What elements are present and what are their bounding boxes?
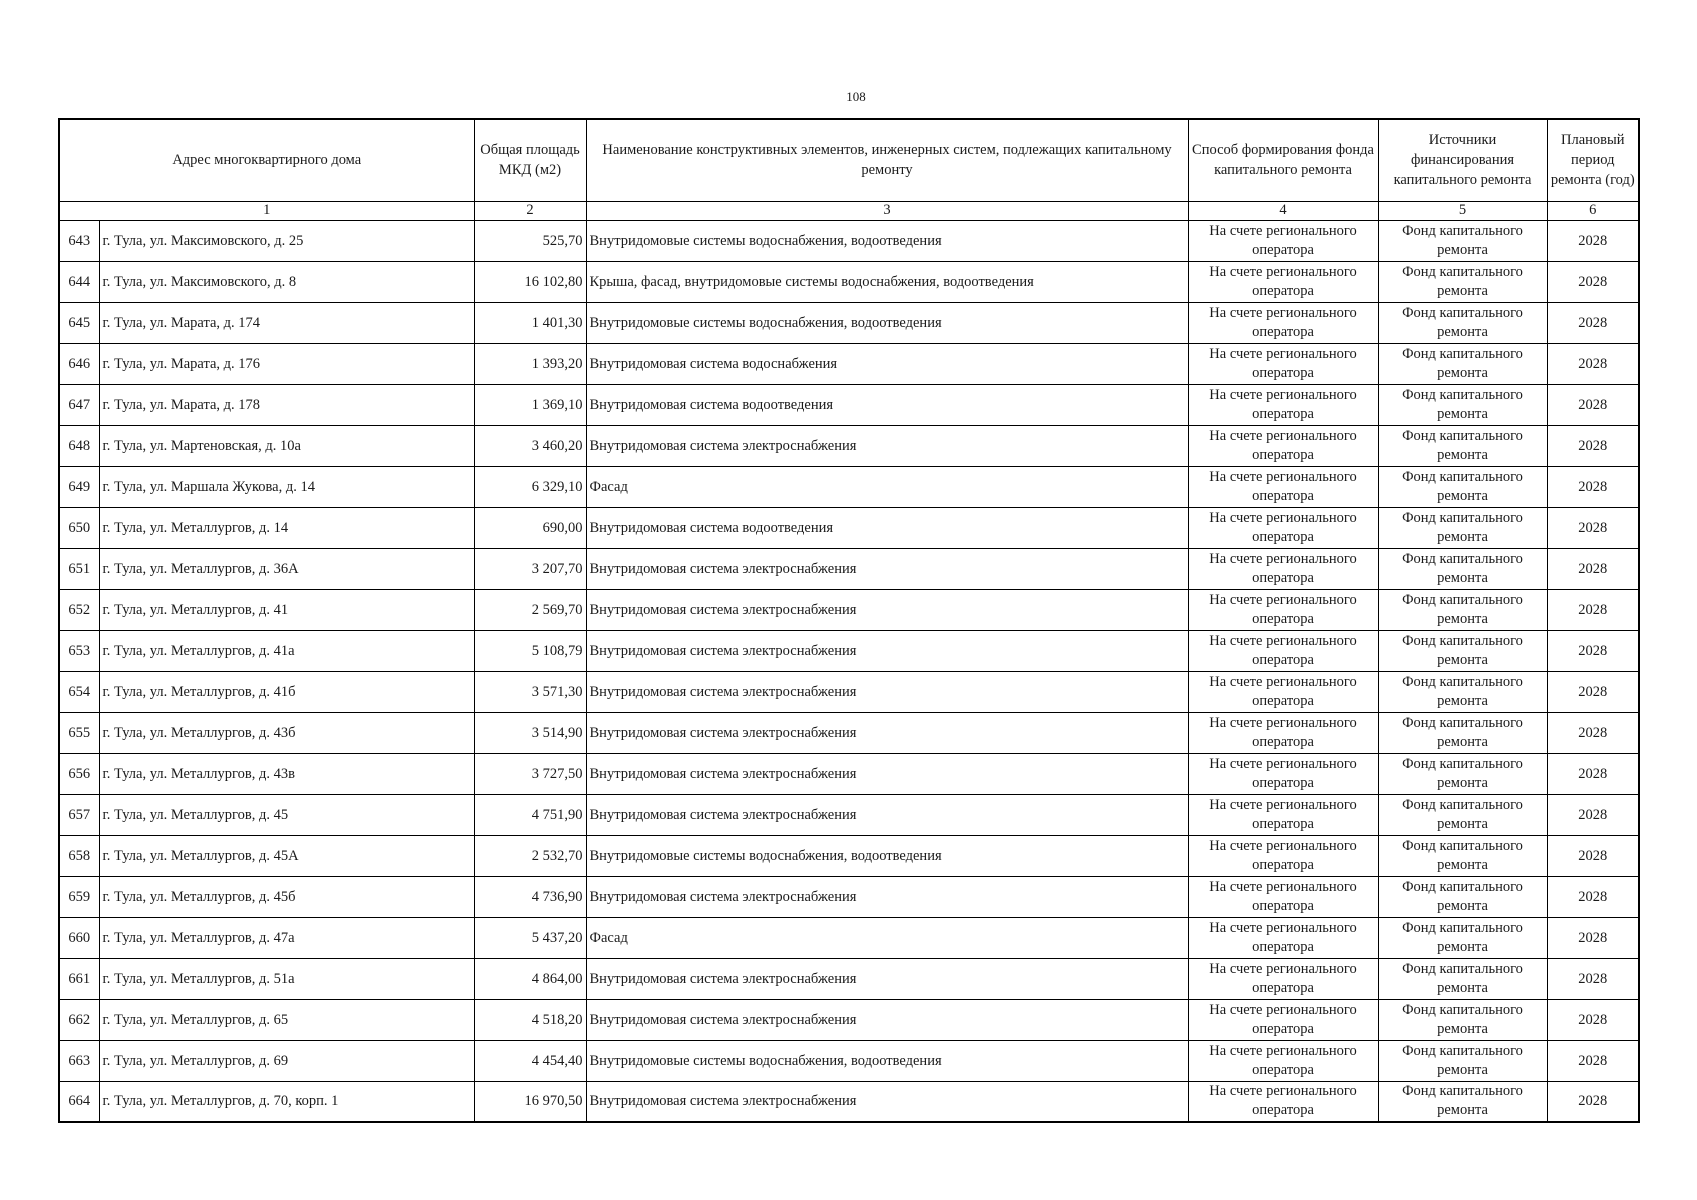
elements-cell: Внутридомовая система электроснабжения bbox=[586, 876, 1188, 917]
source-cell: Фонд капитального ремонта bbox=[1378, 630, 1547, 671]
row-number: 664 bbox=[59, 1081, 99, 1122]
method-cell: На счете регионального оператора bbox=[1188, 220, 1378, 261]
column-number: 6 bbox=[1547, 201, 1639, 220]
year-cell: 2028 bbox=[1547, 1081, 1639, 1122]
address-cell: г. Тула, ул. Марата, д. 176 bbox=[99, 343, 474, 384]
address-cell: г. Тула, ул. Металлургов, д. 70, корп. 1 bbox=[99, 1081, 474, 1122]
source-cell: Фонд капитального ремонта bbox=[1378, 220, 1547, 261]
address-cell: г. Тула, ул. Металлургов, д. 69 bbox=[99, 1040, 474, 1081]
source-cell: Фонд капитального ремонта bbox=[1378, 1040, 1547, 1081]
table-row bbox=[59, 220, 1639, 261]
row-number: 663 bbox=[59, 1040, 99, 1081]
area-cell: 16 102,80 bbox=[474, 261, 586, 302]
area-cell: 4 454,40 bbox=[474, 1040, 586, 1081]
year-cell: 2028 bbox=[1547, 548, 1639, 589]
column-number: 1 bbox=[59, 201, 474, 220]
method-cell: На счете регионального оператора bbox=[1188, 999, 1378, 1040]
elements-cell: Внутридомовые системы водоснабжения, водоотведения bbox=[586, 835, 1188, 876]
year-cell: 2028 bbox=[1547, 384, 1639, 425]
row-number: 648 bbox=[59, 425, 99, 466]
address-cell: г. Тула, ул. Марата, д. 174 bbox=[99, 302, 474, 343]
source-cell: Фонд капитального ремонта bbox=[1378, 548, 1547, 589]
area-cell: 4 864,00 bbox=[474, 958, 586, 999]
source-cell: Фонд капитального ремонта bbox=[1378, 794, 1547, 835]
table-row bbox=[59, 302, 1639, 343]
source-cell: Фонд капитального ремонта bbox=[1378, 835, 1547, 876]
column-number: 4 bbox=[1188, 201, 1378, 220]
area-cell: 6 329,10 bbox=[474, 466, 586, 507]
row-number: 659 bbox=[59, 876, 99, 917]
elements-cell: Внутридомовая система электроснабжения bbox=[586, 671, 1188, 712]
table-row bbox=[59, 466, 1639, 507]
method-cell: На счете регионального оператора bbox=[1188, 589, 1378, 630]
header-area: Общая площадь МКД (м2) bbox=[474, 119, 586, 201]
table-row bbox=[59, 958, 1639, 999]
method-cell: На счете регионального оператора bbox=[1188, 302, 1378, 343]
address-cell: г. Тула, ул. Металлургов, д. 36А bbox=[99, 548, 474, 589]
address-cell: г. Тула, ул. Металлургов, д. 45 bbox=[99, 794, 474, 835]
area-cell: 2 569,70 bbox=[474, 589, 586, 630]
row-number: 654 bbox=[59, 671, 99, 712]
source-cell: Фонд капитального ремонта bbox=[1378, 425, 1547, 466]
table-row bbox=[59, 384, 1639, 425]
area-cell: 2 532,70 bbox=[474, 835, 586, 876]
year-cell: 2028 bbox=[1547, 466, 1639, 507]
row-number: 649 bbox=[59, 466, 99, 507]
address-cell: г. Тула, ул. Металлургов, д. 45б bbox=[99, 876, 474, 917]
elements-cell: Внутридомовая система электроснабжения bbox=[586, 712, 1188, 753]
row-number: 657 bbox=[59, 794, 99, 835]
area-cell: 4 751,90 bbox=[474, 794, 586, 835]
year-cell: 2028 bbox=[1547, 425, 1639, 466]
area-cell: 16 970,50 bbox=[474, 1081, 586, 1122]
area-cell: 3 207,70 bbox=[474, 548, 586, 589]
method-cell: На счете регионального оператора bbox=[1188, 958, 1378, 999]
row-number: 650 bbox=[59, 507, 99, 548]
table-row bbox=[59, 876, 1639, 917]
table-body bbox=[59, 220, 1639, 1122]
row-number: 652 bbox=[59, 589, 99, 630]
address-cell: г. Тула, ул. Максимовского, д. 8 bbox=[99, 261, 474, 302]
elements-cell: Внутридомовая система водоотведения bbox=[586, 384, 1188, 425]
year-cell: 2028 bbox=[1547, 302, 1639, 343]
table-row bbox=[59, 548, 1639, 589]
table-row bbox=[59, 712, 1639, 753]
address-cell: г. Тула, ул. Максимовского, д. 25 bbox=[99, 220, 474, 261]
row-number: 646 bbox=[59, 343, 99, 384]
source-cell: Фонд капитального ремонта bbox=[1378, 384, 1547, 425]
address-cell: г. Тула, ул. Металлургов, д. 43б bbox=[99, 712, 474, 753]
row-number: 662 bbox=[59, 999, 99, 1040]
method-cell: На счете регионального оператора bbox=[1188, 466, 1378, 507]
row-number: 661 bbox=[59, 958, 99, 999]
table-row bbox=[59, 261, 1639, 302]
address-cell: г. Тула, ул. Металлургов, д. 47а bbox=[99, 917, 474, 958]
source-cell: Фонд капитального ремонта bbox=[1378, 1081, 1547, 1122]
elements-cell: Внутридомовая система электроснабжения bbox=[586, 958, 1188, 999]
year-cell: 2028 bbox=[1547, 343, 1639, 384]
area-cell: 3 460,20 bbox=[474, 425, 586, 466]
year-cell: 2028 bbox=[1547, 794, 1639, 835]
address-cell: г. Тула, ул. Металлургов, д. 45А bbox=[99, 835, 474, 876]
table-row bbox=[59, 589, 1639, 630]
address-cell: г. Тула, ул. Металлургов, д. 14 bbox=[99, 507, 474, 548]
elements-cell: Фасад bbox=[586, 466, 1188, 507]
source-cell: Фонд капитального ремонта bbox=[1378, 999, 1547, 1040]
year-cell: 2028 bbox=[1547, 876, 1639, 917]
source-cell: Фонд капитального ремонта bbox=[1378, 302, 1547, 343]
method-cell: На счете регионального оператора bbox=[1188, 507, 1378, 548]
header-period: Плановый период ремонта (год) bbox=[1547, 119, 1639, 201]
elements-cell: Внутридомовая система электроснабжения bbox=[586, 425, 1188, 466]
header-elements: Наименование конструктивных элементов, инженерных систем, подлежащих капитальному ремонту bbox=[586, 119, 1188, 201]
table-row bbox=[59, 753, 1639, 794]
elements-cell: Внутридомовая система электроснабжения bbox=[586, 794, 1188, 835]
year-cell: 2028 bbox=[1547, 261, 1639, 302]
method-cell: На счете регионального оператора bbox=[1188, 917, 1378, 958]
method-cell: На счете регионального оператора bbox=[1188, 1081, 1378, 1122]
row-number: 660 bbox=[59, 917, 99, 958]
area-cell: 5 437,20 bbox=[474, 917, 586, 958]
table-row bbox=[59, 999, 1639, 1040]
source-cell: Фонд капитального ремонта bbox=[1378, 507, 1547, 548]
header-address: Адрес многоквартирного дома bbox=[59, 119, 474, 201]
row-number: 653 bbox=[59, 630, 99, 671]
year-cell: 2028 bbox=[1547, 671, 1639, 712]
row-number: 643 bbox=[59, 220, 99, 261]
source-cell: Фонд капитального ремонта bbox=[1378, 261, 1547, 302]
elements-cell: Внутридомовая система водоснабжения bbox=[586, 343, 1188, 384]
area-cell: 4 518,20 bbox=[474, 999, 586, 1040]
table-row bbox=[59, 917, 1639, 958]
table-row bbox=[59, 1040, 1639, 1081]
column-number: 3 bbox=[586, 201, 1188, 220]
method-cell: На счете регионального оператора bbox=[1188, 425, 1378, 466]
repair-registry-table bbox=[58, 118, 1640, 1123]
column-number: 5 bbox=[1378, 201, 1547, 220]
address-cell: г. Тула, ул. Металлургов, д. 43в bbox=[99, 753, 474, 794]
source-cell: Фонд капитального ремонта bbox=[1378, 876, 1547, 917]
method-cell: На счете регионального оператора bbox=[1188, 343, 1378, 384]
area-cell: 4 736,90 bbox=[474, 876, 586, 917]
year-cell: 2028 bbox=[1547, 835, 1639, 876]
source-cell: Фонд капитального ремонта bbox=[1378, 753, 1547, 794]
row-number: 655 bbox=[59, 712, 99, 753]
address-cell: г. Тула, ул. Металлургов, д. 65 bbox=[99, 999, 474, 1040]
elements-cell: Внутридомовая система электроснабжения bbox=[586, 548, 1188, 589]
method-cell: На счете регионального оператора bbox=[1188, 794, 1378, 835]
elements-cell: Внутридомовая система электроснабжения bbox=[586, 589, 1188, 630]
year-cell: 2028 bbox=[1547, 958, 1639, 999]
elements-cell: Крыша, фасад, внутридомовые системы водоснабжения, водоотведения bbox=[586, 261, 1188, 302]
method-cell: На счете регионального оператора bbox=[1188, 548, 1378, 589]
address-cell: г. Тула, ул. Металлургов, д. 41б bbox=[99, 671, 474, 712]
source-cell: Фонд капитального ремонта bbox=[1378, 589, 1547, 630]
table-row bbox=[59, 343, 1639, 384]
area-cell: 690,00 bbox=[474, 507, 586, 548]
page-number: 108 bbox=[846, 89, 866, 104]
elements-cell: Внутридомовые системы водоснабжения, водоотведения bbox=[586, 302, 1188, 343]
year-cell: 2028 bbox=[1547, 589, 1639, 630]
header-source: Источники финансирования капитального ремонта bbox=[1378, 119, 1547, 201]
area-cell: 1 393,20 bbox=[474, 343, 586, 384]
address-cell: г. Тула, ул. Металлургов, д. 51а bbox=[99, 958, 474, 999]
method-cell: На счете регионального оператора bbox=[1188, 712, 1378, 753]
column-number: 2 bbox=[474, 201, 586, 220]
row-number: 647 bbox=[59, 384, 99, 425]
year-cell: 2028 bbox=[1547, 917, 1639, 958]
source-cell: Фонд капитального ремонта bbox=[1378, 343, 1547, 384]
elements-cell: Внутридомовая система электроснабжения bbox=[586, 630, 1188, 671]
table-row bbox=[59, 1081, 1639, 1122]
area-cell: 525,70 bbox=[474, 220, 586, 261]
elements-cell: Внутридомовые системы водоснабжения, водоотведения bbox=[586, 1040, 1188, 1081]
method-cell: На счете регионального оператора bbox=[1188, 753, 1378, 794]
area-cell: 5 108,79 bbox=[474, 630, 586, 671]
row-number: 645 bbox=[59, 302, 99, 343]
elements-cell: Внутридомовая система электроснабжения bbox=[586, 1081, 1188, 1122]
year-cell: 2028 bbox=[1547, 712, 1639, 753]
area-cell: 1 401,30 bbox=[474, 302, 586, 343]
elements-cell: Внутридомовая система водоотведения bbox=[586, 507, 1188, 548]
method-cell: На счете регионального оператора bbox=[1188, 671, 1378, 712]
elements-cell: Внутридомовая система электроснабжения bbox=[586, 753, 1188, 794]
address-cell: г. Тула, ул. Марата, д. 178 bbox=[99, 384, 474, 425]
address-cell: г. Тула, ул. Металлургов, д. 41 bbox=[99, 589, 474, 630]
address-cell: г. Тула, ул. Мартеновская, д. 10а bbox=[99, 425, 474, 466]
year-cell: 2028 bbox=[1547, 507, 1639, 548]
year-cell: 2028 bbox=[1547, 1040, 1639, 1081]
elements-cell: Внутридомовые системы водоснабжения, водоотведения bbox=[586, 220, 1188, 261]
address-cell: г. Тула, ул. Металлургов, д. 41а bbox=[99, 630, 474, 671]
address-cell: г. Тула, ул. Маршала Жукова, д. 14 bbox=[99, 466, 474, 507]
row-number: 658 bbox=[59, 835, 99, 876]
method-cell: На счете регионального оператора bbox=[1188, 384, 1378, 425]
method-cell: На счете регионального оператора bbox=[1188, 1040, 1378, 1081]
table-row bbox=[59, 794, 1639, 835]
column-number-row bbox=[59, 201, 1639, 220]
source-cell: Фонд капитального ремонта bbox=[1378, 466, 1547, 507]
year-cell: 2028 bbox=[1547, 753, 1639, 794]
year-cell: 2028 bbox=[1547, 630, 1639, 671]
header-method: Способ формирования фонда капитального ремонта bbox=[1188, 119, 1378, 201]
elements-cell: Фасад bbox=[586, 917, 1188, 958]
area-cell: 3 727,50 bbox=[474, 753, 586, 794]
table-row bbox=[59, 835, 1639, 876]
method-cell: На счете регионального оператора bbox=[1188, 835, 1378, 876]
area-cell: 3 514,90 bbox=[474, 712, 586, 753]
row-number: 656 bbox=[59, 753, 99, 794]
source-cell: Фонд капитального ремонта bbox=[1378, 671, 1547, 712]
area-cell: 1 369,10 bbox=[474, 384, 586, 425]
table-row bbox=[59, 425, 1639, 466]
source-cell: Фонд капитального ремонта bbox=[1378, 917, 1547, 958]
row-number: 651 bbox=[59, 548, 99, 589]
method-cell: На счете регионального оператора bbox=[1188, 876, 1378, 917]
row-number: 644 bbox=[59, 261, 99, 302]
table-row bbox=[59, 630, 1639, 671]
table-row bbox=[59, 507, 1639, 548]
source-cell: Фонд капитального ремонта bbox=[1378, 712, 1547, 753]
elements-cell: Внутридомовая система электроснабжения bbox=[586, 999, 1188, 1040]
year-cell: 2028 bbox=[1547, 220, 1639, 261]
header-row bbox=[59, 119, 1639, 201]
method-cell: На счете регионального оператора bbox=[1188, 261, 1378, 302]
area-cell: 3 571,30 bbox=[474, 671, 586, 712]
method-cell: На счете регионального оператора bbox=[1188, 630, 1378, 671]
table-row bbox=[59, 671, 1639, 712]
source-cell: Фонд капитального ремонта bbox=[1378, 958, 1547, 999]
year-cell: 2028 bbox=[1547, 999, 1639, 1040]
